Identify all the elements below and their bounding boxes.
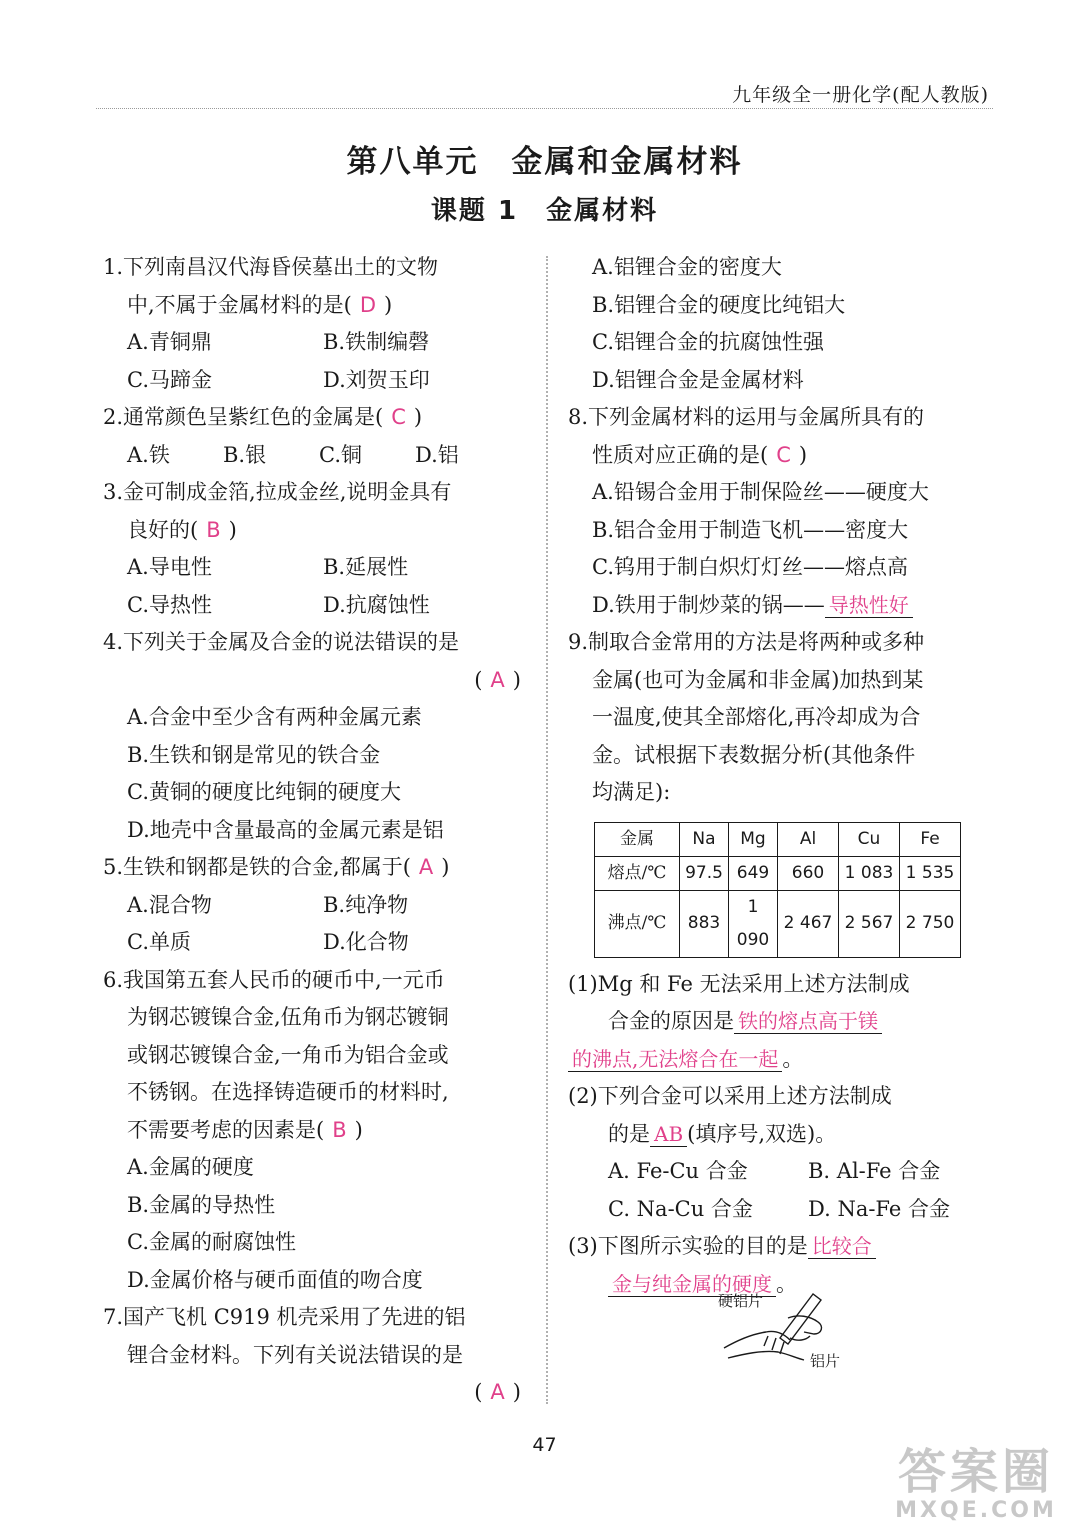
unit-title: 第八单元 金属和金属材料 <box>346 144 743 180</box>
right-column <box>568 249 990 1303</box>
q9-part3-blank2: 金与纯金属的硬度 <box>608 1272 776 1297</box>
q6-stem-3: 或钢芯镀镍合金,一角币为铝合金或 <box>127 1042 449 1067</box>
q6-stem-5: 不需要考虑的因素是( B ) <box>127 1117 363 1142</box>
q1-answer: D <box>359 292 377 317</box>
table-cell: 熔点/℃ <box>595 856 680 890</box>
q7-stem-2: 锂合金材料。下列有关说法错误的是 <box>127 1342 463 1367</box>
header-divider <box>96 108 993 109</box>
q3-stem-cont: 良好的( B ) <box>127 517 237 542</box>
q1-stem-cont: 中,不属于金属材料的是( D ) <box>127 292 393 317</box>
q4-option-d: D.地壳中含量最高的金属元素是铝 <box>127 817 444 842</box>
table-cell: 1 083 <box>839 856 900 890</box>
q9-part2-options-cd: C. Na-Cu 合金 D. Na-Fe 合金 <box>608 1196 950 1221</box>
table-cell: Na <box>680 822 729 856</box>
q9-stem-4: 金。试根据下表数据分析(其他条件 <box>592 742 916 767</box>
table-cell: Al <box>778 822 839 856</box>
q3-answer: B <box>206 517 221 542</box>
q8-option-d: D.铁用于制炒菜的锅—— 导热性好 <box>568 587 990 625</box>
q2-answer: C <box>391 405 406 429</box>
q7-option-d: D.铝锂合金是金属材料 <box>592 367 804 392</box>
q5-options-ab: A.混合物 B.纯净物 <box>127 892 409 917</box>
table-row <box>595 890 961 957</box>
watermark-logo: 答案圈 MXQE.COM <box>895 1444 1057 1523</box>
q4-option-a: A.合金中至少含有两种金属元素 <box>127 705 422 729</box>
q9-stem-3: 一温度,使其全部熔化,再冷却成为合 <box>592 705 921 729</box>
q9-stem-5: 均满足): <box>592 780 671 804</box>
table-cell: Fe <box>900 822 961 856</box>
metal-data-table <box>594 822 961 958</box>
q4-option-c: C.黄铜的硬度比纯铜的硬度大 <box>127 780 401 804</box>
q7-stem: 7.国产飞机 C919 机壳采用了先进的铝 <box>103 1305 466 1329</box>
q6-answer: B <box>332 1117 347 1142</box>
aluminum-label: 铝片 <box>810 1352 841 1370</box>
q6-option-d: D.金属价格与硬币面值的吻合度 <box>127 1267 423 1292</box>
q9-part1: (1)Mg 和 Fe 无法采用上述方法制成 <box>568 971 910 996</box>
table-cell: 金属 <box>595 822 680 856</box>
table-cell: 2 567 <box>839 890 900 957</box>
q7-option-b: B.铝锂合金的硬度比纯铝大 <box>592 292 846 317</box>
table-cell: Mg <box>729 822 778 856</box>
scratch-test-illustration <box>718 1288 848 1368</box>
table-header-row <box>595 822 961 856</box>
q6-option-c: C.金属的耐腐蚀性 <box>127 1230 296 1254</box>
q6-stem-4: 不锈钢。在选择铸造硬币的材料时, <box>127 1080 449 1104</box>
q8-answer-blank: 导热性好 <box>825 593 913 618</box>
table-cell: 97.5 <box>680 856 729 890</box>
q9-part1-cont2: 的沸点,无法熔合在一起 。 <box>568 1041 990 1079</box>
q8-stem-2: 性质对应正确的是( C ) <box>592 442 808 467</box>
q6-stem-2: 为钢芯镀镍合金,伍角币为钢芯镀铜 <box>127 1005 449 1029</box>
q9-part2-cont: 的是 AB (填序号,双选)。 <box>608 1121 837 1146</box>
table-cell: Cu <box>839 822 900 856</box>
table-cell: 649 <box>729 856 778 890</box>
q6-option-a: A.金属的硬度 <box>127 1155 254 1179</box>
q7-option-a: A.铝锂合金的密度大 <box>592 255 782 279</box>
q9-part2: (2)下列合金可以采用上述方法制成 <box>568 1084 892 1108</box>
q5-options-cd: C.单质 D.化合物 <box>127 930 409 954</box>
table-cell: 1 535 <box>900 856 961 890</box>
table-cell: 883 <box>680 890 729 957</box>
q3-stem: 3.金可制成金箔,拉成金丝,说明金具有 <box>103 480 452 504</box>
table-cell: 2 750 <box>900 890 961 957</box>
q7-option-c: C.铝锂合金的抗腐蚀性强 <box>592 330 824 354</box>
hard-aluminum-label: 硬铝片 <box>718 1292 764 1310</box>
q9-part3-blank1: 比较合 <box>808 1234 876 1259</box>
q5-stem: 5.生铁和钢都是铁的合金,都属于( A ) <box>103 855 450 879</box>
q9-part2-options-ab: A. Fe-Cu 合金 B. Al-Fe 合金 <box>608 1159 941 1183</box>
table-cell: 2 467 <box>778 890 839 957</box>
q9-part1-blank2: 的沸点,无法熔合在一起 <box>568 1047 782 1072</box>
q9-part2-blank: AB <box>650 1122 687 1147</box>
q6-stem: 6.我国第五套人民币的硬币中,一元币 <box>103 967 445 992</box>
q9-stem-2: 金属(也可为金属和非金属)加热到某 <box>592 667 924 692</box>
q4-option-b: B.生铁和钢是常见的铁合金 <box>127 742 381 767</box>
q9-stem: 9.制取合金常用的方法是将两种或多种 <box>568 630 925 654</box>
left-column <box>103 249 523 1412</box>
table-cell: 沸点/℃ <box>595 890 680 957</box>
column-divider <box>546 256 548 1404</box>
q7-answer: A <box>490 1380 505 1404</box>
table-row <box>595 856 961 890</box>
q9-part1-cont: 合金的原因是 铁的熔点高于镁 <box>568 1003 990 1041</box>
book-header: 九年级全一册化学(配人教版) <box>732 84 989 106</box>
q2-options: A.铁 B.银 C.铜 D.铝 <box>127 442 459 467</box>
q4-answer-line: ( A ) <box>474 667 521 692</box>
page-number: 47 <box>532 1434 557 1456</box>
q8-answer: C <box>776 442 791 467</box>
q5-answer: A <box>418 855 434 879</box>
q8-option-b: B.铝合金用于制造飞机——密度大 <box>592 517 909 542</box>
q8-option-c: C.钨用于制白炽灯灯丝——熔点高 <box>592 555 908 579</box>
q1-stem: 1.下列南昌汉代海昏侯墓出土的文物 <box>103 255 439 279</box>
q2-stem: 2.通常颜色呈紫红色的金属是( C ) <box>103 405 423 429</box>
q9-part1-blank1: 铁的熔点高于镁 <box>734 1009 882 1034</box>
q4-stem: 4.下列关于金属及合金的说法错误的是 <box>103 630 460 654</box>
q9-part3-cont: 金与纯金属的硬度 。 <box>568 1266 990 1304</box>
table-cell: 1 090 <box>729 890 778 957</box>
q1-options-ab: A.青铜鼎 B.铁制编磬 <box>127 330 430 354</box>
q6-option-b: B.金属的导热性 <box>127 1192 276 1217</box>
q1-options-cd: C.马蹄金 D.刘贺玉印 <box>127 367 430 392</box>
lesson-title: 课题 1 金属材料 <box>430 196 659 226</box>
table-cell: 660 <box>778 856 839 890</box>
q3-options-ab: A.导电性 B.延展性 <box>127 555 409 579</box>
q8-stem: 8.下列金属材料的运用与金属所具有的 <box>568 405 925 429</box>
q3-options-cd: C.导热性 D.抗腐蚀性 <box>127 592 430 617</box>
q8-option-a: A.铅锡合金用于制保险丝——硬度大 <box>592 480 929 504</box>
q7-answer-line: ( A ) <box>474 1380 521 1404</box>
q4-answer: A <box>490 667 505 692</box>
q9-part3: (3)下图所示实验的目的是 比较合 <box>568 1228 990 1266</box>
